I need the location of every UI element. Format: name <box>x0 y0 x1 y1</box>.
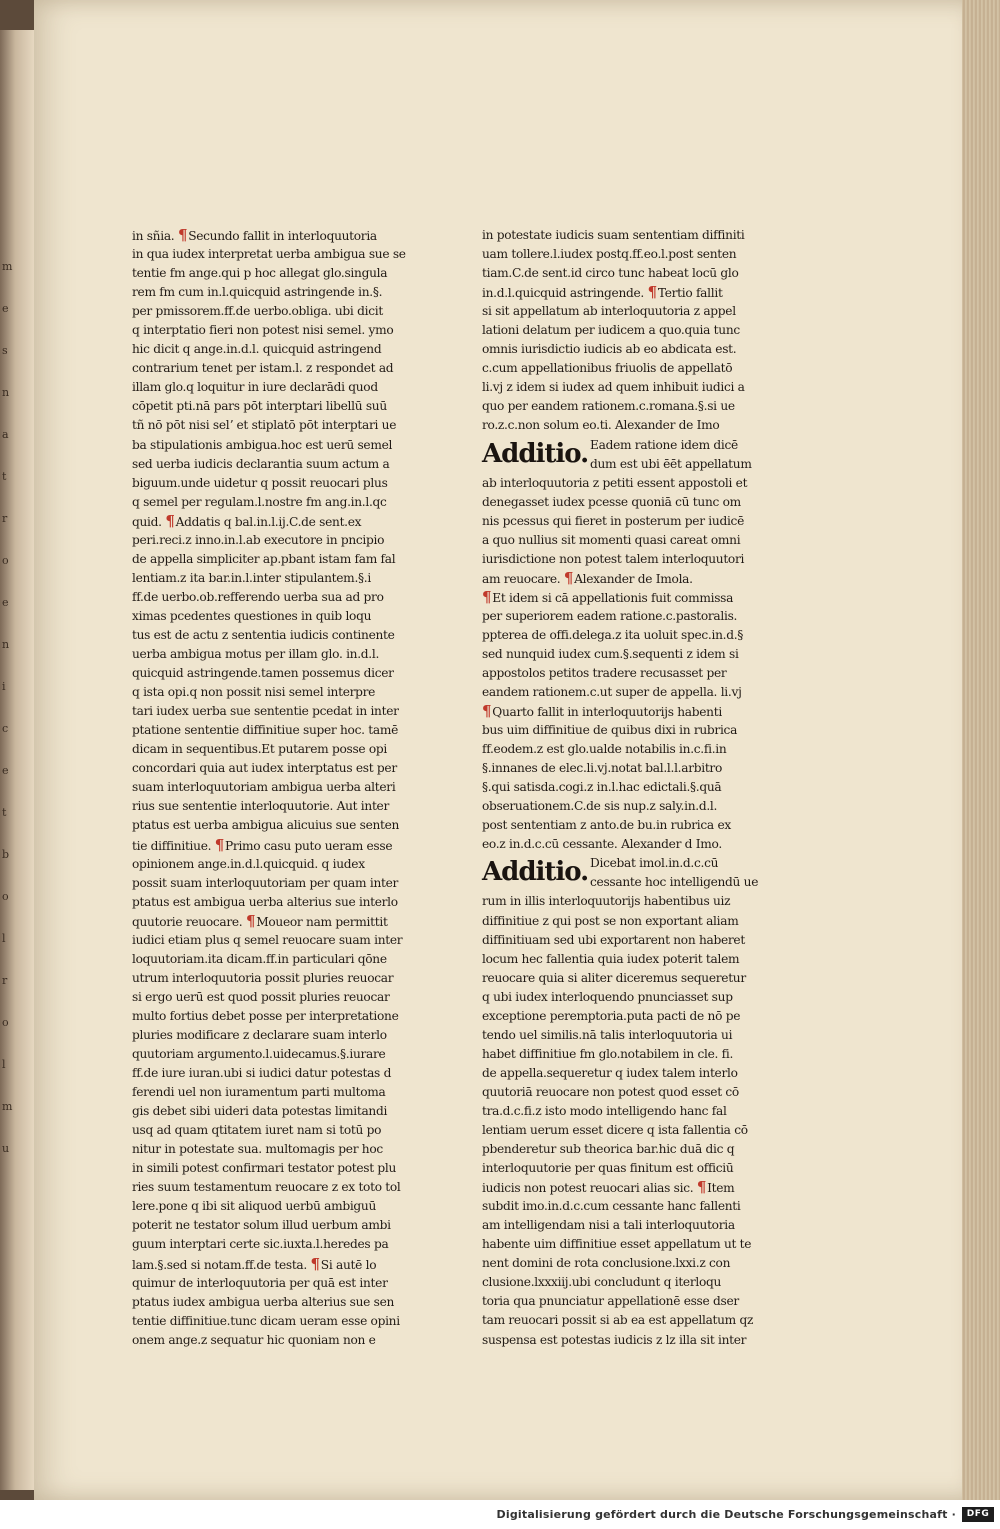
text-line: utrum interloquutoria possit pluries reuocar <box>132 970 394 985</box>
addition-line: Eadem ratione idem dicē <box>590 437 738 452</box>
text-segment: Addatis q bal.in.l.ij.C.de sent.ex <box>175 514 362 529</box>
text-column-left <box>132 226 406 1350</box>
text-segment: Primo casu puto ueram esse <box>225 838 393 853</box>
text-line: habente uim diffinitiue esset appellatum ut te <box>482 1237 752 1252</box>
text-line: post sententiam z anto.de bu.in rubrica ex <box>482 818 731 833</box>
text-line: usq ad quam qtitatem iuret nam si totū po <box>132 1123 382 1138</box>
spine-glyph: t <box>2 470 7 483</box>
spine-glyph: a <box>2 428 9 441</box>
text-line: q ista opi.q non possit nisi semel interpre <box>132 685 376 700</box>
text-line: q interptatio fieri non potest nisi semel. ymo <box>132 323 394 338</box>
text-line: a quo nullius sit momenti quasi careat omni <box>482 532 741 547</box>
rubric-pilcrow-icon: ¶ <box>165 511 175 530</box>
text-line <box>482 283 740 302</box>
addition-word: Additio. <box>482 438 589 469</box>
text-line: suam interloquutoriam ambigua uerba alteri <box>132 780 396 795</box>
text-segment: lam.§.sed si notam.ff.de testa. <box>132 1257 311 1272</box>
text-line: ba stipulationis ambigua.hoc est uerū semel <box>132 437 393 452</box>
text-line: li.vj z idem si iudex ad quem inhibuit iudici a <box>482 380 745 395</box>
text-line: exceptione peremptoria.puta pacti de nō pe <box>482 1008 741 1023</box>
text-segment: Quarto fallit in interloquutorijs habenti <box>492 705 722 720</box>
text-line: tentie diffinitiue.tunc dicam ueram esse opini <box>132 1313 400 1328</box>
text-line: rem fm cum in.l.quicquid astringende in.§. <box>132 285 383 300</box>
text-segment: Et idem si cā appellationis fuit commissa <box>492 590 734 605</box>
text-line: in simili potest confirmari testator potest plu <box>132 1161 397 1176</box>
text-line: contrarium tenet per istam.l. z respondet ad <box>132 361 394 376</box>
text-line: locum hec fallentia quia iudex poterit talem <box>482 951 740 966</box>
spine-glyph: b <box>2 848 10 861</box>
text-line: habet diffinitiue fm glo.notabilem in cle. fi. <box>482 1046 734 1061</box>
spine-glyph: r <box>2 512 8 525</box>
text-segment: in sñia. <box>132 229 178 243</box>
text-line <box>482 1178 740 1197</box>
text-line: quimur de interloquutoria per quā est inter <box>132 1275 388 1290</box>
text-line <box>132 835 393 855</box>
text-line: ff.de iure iuran.ubi si iudici datur potestas d <box>132 1066 392 1081</box>
text-line <box>132 226 387 245</box>
addition-heading <box>482 436 752 474</box>
text-line: nent domini de rota conclusione.lxxi.z con <box>482 1256 731 1271</box>
footer-bar <box>0 1500 1000 1529</box>
spine-glyph: o <box>2 890 9 903</box>
dfg-logo-icon: DFG <box>962 1507 994 1522</box>
spine-glyph: l <box>2 932 6 945</box>
text-line: ries suum testamentum reuocare z ex toto tol <box>132 1180 401 1195</box>
text-line: toria qua pnunciatur appellationē esse dser <box>482 1294 739 1309</box>
text-line: in potestate iudicis suam sententiam diffiniti <box>482 228 745 242</box>
text-segment: quutorie reuocare. <box>132 914 246 929</box>
text-line: ff.eodem.z est glo.ualde notabilis in.c.fi.in <box>482 742 727 757</box>
addition-heading <box>482 854 759 892</box>
text-line: ptatus iudex ambigua uerba alterius sue sen <box>132 1294 395 1309</box>
text-line: ff.de uerbo.ob.refferendo uerba sua ad pro <box>132 589 384 604</box>
text-line: suspensa est potestas iudicis z lz illa sit inter <box>482 1332 747 1347</box>
text-line: peri.reci.z inno.in.l.ab executore in pncipio <box>132 532 385 547</box>
text-line: multo fortius debet posse per interpretatione <box>132 1008 399 1023</box>
text-segment: Alexander de Imola. <box>574 571 693 586</box>
text-line: quutoriam argumento.l.uidecamus.§.iurare <box>132 1047 386 1062</box>
addition-line: Dicebat imol.in.d.c.cū <box>590 856 719 871</box>
text-line: onem ange.z sequatur hic quoniam non e <box>132 1332 376 1347</box>
spine-glyph: u <box>2 1142 10 1155</box>
text-line: ptatione sententie diffinitiue super hoc. tamē <box>132 723 399 738</box>
addition-line: dum est ubi ēēt appellatum <box>590 456 752 471</box>
text-line: sed uerba iudicis declarantia suum actum a <box>132 456 390 471</box>
text-segment: Tertio fallit <box>657 286 723 301</box>
text-line: dicam in sequentibus.Et putarem posse opi <box>132 742 388 757</box>
text-line: diffinitiuam sed ubi exportarent non haberet <box>482 932 745 947</box>
text-line: rum in illis interloquutorijs habentibus uiz <box>482 894 731 909</box>
text-line: ab interloquutoria z petiti essent appostoli et <box>482 475 748 490</box>
text-line: sed nunquid iudex cum.§.sequenti z idem si <box>482 646 739 661</box>
text-line: hic dicit q ange.in.d.l. quicquid astringend <box>132 342 382 357</box>
text-line: concordari quia aut iudex interptatus est per <box>132 761 397 776</box>
text-line: §.qui satisda.cogi.z in.l.hac edictali.§.quā <box>482 780 722 795</box>
text-line <box>132 512 387 531</box>
addition-word: Additio. <box>482 857 589 888</box>
text-line: si ergo uerū est quod possit pluries reuocar <box>132 989 390 1004</box>
spine-glyph: i <box>2 680 6 693</box>
rubric-pilcrow-icon: ¶ <box>696 1178 707 1197</box>
spine-glyph: e <box>2 596 9 609</box>
spine-glyph: t <box>2 806 7 819</box>
text-line: in qua iudex interpretat uerba ambigua sue se <box>132 247 406 262</box>
text-line: am intelligendam nisi a tali interloquutoria <box>482 1218 735 1233</box>
text-line: appostolos petitos tradere recusasset per <box>482 665 727 680</box>
text-line: interloquutorie per quas finitum est officiū <box>482 1161 734 1176</box>
text-line: illam glo.q loquitur in iure declarādi quod <box>132 380 378 395</box>
text-line: lentiam uerum esset dicere q ista fallentia cō <box>482 1123 748 1138</box>
text-segment: in.d.l.quicquid astringende. <box>482 286 648 301</box>
text-line: ptatus est ambigua uerba alterius sue interlo <box>132 894 398 909</box>
text-line: tari iudex uerba sue sententie pcedat in inter <box>132 704 399 719</box>
text-line: quutoriā reuocare non potest quod esset cō <box>482 1084 739 1099</box>
text-line: uam tollere.l.iudex postq.ff.eo.l.post senten <box>482 247 737 262</box>
text-line: §.innanes de elec.li.vj.notat bal.l.l.arbitro <box>482 761 722 776</box>
text-line: c.cum appellationibus friuolis de appellatō <box>482 361 733 376</box>
rubric-pilcrow-icon: ¶ <box>214 835 225 854</box>
spine-glyph: n <box>2 638 10 651</box>
text-segment: am reuocare. <box>482 571 564 586</box>
text-line: possit suam interloquutoriam per quam inter <box>132 875 399 890</box>
text-line: ferendi uel non iuramentum parti multoma <box>132 1085 386 1100</box>
spine-glyph: n <box>2 386 10 399</box>
text-line: nis pcessus qui fieret in posterum per iudicē <box>482 513 744 528</box>
text-line: diffinitiue z qui post se non exportant aliam <box>482 913 739 928</box>
text-segment: Moueor nam permittit <box>256 914 388 929</box>
text-line: iurisdictione non potest talem interloquutori <box>482 551 745 566</box>
text-line: q semel per regulam.l.nostre fm ang.in.l.qc <box>132 494 387 509</box>
text-line: tiam.C.de sent.id circo tunc habeat locū glo <box>482 266 739 281</box>
text-line: gis debet sibi uideri data potestas limitandi <box>132 1104 388 1119</box>
text-line: per pmissorem.ff.de uerbo.obliga. ubi dicit <box>132 304 383 319</box>
text-line: q ubi iudex interloquendo pnunciasset sup <box>482 989 733 1004</box>
text-line: de appella.sequeretur q iudex talem interlo <box>482 1065 738 1080</box>
rubric-pilcrow-icon: ¶ <box>177 226 188 244</box>
text-line: uerba ambigua motus per illam glo. in.d.l. <box>132 647 380 662</box>
text-line <box>482 588 740 607</box>
text-segment: iudicis non potest reuocari alias sic. <box>482 1181 697 1196</box>
facing-page-edge <box>0 30 35 1490</box>
text-line <box>482 702 740 721</box>
text-segment: Si autē lo <box>320 1257 377 1272</box>
text-line: biguum.unde uidetur q possit reuocari plus <box>132 475 388 490</box>
text-line: ppterea de offi.delega.z ita uoluit spec.in.d.§ <box>482 627 744 642</box>
text-column-right <box>482 226 759 1350</box>
text-line: clusione.lxxxiij.ubi concludunt q iterloqu <box>482 1275 722 1290</box>
page-edge-stack <box>962 0 1000 1500</box>
text-line: ximas pcedentes questiones in quib loqu <box>132 608 372 623</box>
spine-glyph: s <box>2 344 8 357</box>
spine-glyph: o <box>2 1016 9 1029</box>
rubric-pilcrow-icon: ¶ <box>482 702 492 721</box>
text-line: cōpetit pti.nā pars pōt interptari libellū suū <box>132 399 387 414</box>
text-line: tus est de actu z sententia iudicis continente <box>132 627 395 642</box>
spine-glyph: c <box>2 722 9 735</box>
text-line: poterit ne testator solum illud uerbum ambi <box>132 1218 391 1233</box>
text-line: si sit appellatum ab interloquutoria z appel <box>482 304 736 319</box>
spine-glyph: e <box>2 764 9 777</box>
text-line: pbenderetur sub theorica bar.hic duā dic q <box>482 1142 735 1157</box>
rubric-pilcrow-icon: ¶ <box>310 1254 320 1273</box>
text-line: denegasset iudex pcesse quoniā cū tunc om <box>482 494 741 509</box>
text-segment: Secundo fallit in interloquutoria <box>188 229 377 243</box>
addition-line: cessante hoc intelligendū ue <box>590 875 759 890</box>
spine-glyph: m <box>2 1100 13 1113</box>
text-line: opinionem ange.in.d.l.quicquid. q iudex <box>132 856 365 871</box>
text-line: tendo uel similis.nā talis interloquutoria ui <box>482 1027 733 1042</box>
rubric-pilcrow-icon: ¶ <box>245 911 256 930</box>
text-segment: tie diffinitiue. <box>132 838 215 853</box>
text-line: guum interptari certe sic.iuxta.l.heredes pa <box>132 1237 389 1252</box>
text-line <box>482 569 740 588</box>
text-line: lere.pone q ibi sit aliquod uerbū ambiguū <box>132 1199 377 1214</box>
text-line: rius sue sententie interloquutorie. Aut inter <box>132 799 389 814</box>
text-line: pluries modificare z declarare suam interlo <box>132 1027 387 1042</box>
text-line: iudici etiam plus q semel reuocare suam inter <box>132 932 403 947</box>
text-line <box>132 912 387 931</box>
text-line: reuocare quia si aliter diceremus sequeretur <box>482 970 746 985</box>
text-segment: quid. <box>132 514 166 529</box>
text-line <box>132 1255 387 1274</box>
text-line: tñ nō pōt nisi selʼ et stiplatō pōt interptari ue <box>132 418 397 433</box>
text-line: de appella simpliciter ap.pbant istam fam fal <box>132 551 396 566</box>
text-line: quo per eandem rationem.c.romana.§.si ue <box>482 399 735 414</box>
text-line: eandem rationem.c.ut super de appella. li.vj <box>482 685 742 700</box>
spine-glyph: e <box>2 302 9 315</box>
spine-glyph: m <box>2 260 13 273</box>
text-line: lationi delatum per iudicem a quo.quia tunc <box>482 323 740 338</box>
spine-glyph: l <box>2 1058 6 1071</box>
rubric-pilcrow-icon: ¶ <box>647 283 657 302</box>
text-segment: Item <box>707 1181 735 1196</box>
text-line: ro.z.c.non solum eo.ti. Alexander de Imo <box>482 418 720 433</box>
text-line: per superiorem eadem ratione.c.pastoralis. <box>482 608 738 623</box>
text-line: tam reuocari possit si ab ea est appellatum qz <box>482 1313 754 1328</box>
text-line: loquutoriam.ita dicam.ff.in particulari qōne <box>132 951 387 966</box>
spine-glyph: o <box>2 554 9 567</box>
funding-credit: Digitalisierung gefördert durch die Deutsche Forschungsgemeinschaft · <box>496 1508 956 1521</box>
text-line: obseruationem.C.de sis nup.z saly.in.d.l. <box>482 799 718 814</box>
spine-glyph: r <box>2 974 8 987</box>
text-line: tra.d.c.fi.z isto modo intelligendo hanc fal <box>482 1103 727 1118</box>
text-line: quicquid astringende.tamen possemus dicer <box>132 666 394 681</box>
text-line: omnis iurisdictio iudicis ab eo abdicata est. <box>482 342 737 357</box>
text-line: bus uim diffinitiue de quibus dixi in rubrica <box>482 723 738 738</box>
text-line: nitur in potestate sua. multomagis per hoc <box>132 1142 383 1157</box>
text-line: subdit imo.in.d.c.cum cessante hanc fallenti <box>482 1199 741 1214</box>
rubric-pilcrow-icon: ¶ <box>563 568 574 587</box>
rubric-pilcrow-icon: ¶ <box>482 587 492 606</box>
text-line: tentie fm ange.qui p hoc allegat glo.singula <box>132 266 388 281</box>
text-line: lentiam.z ita bar.in.l.inter stipulantem.§.i <box>132 570 371 585</box>
text-line: ptatus est uerba ambigua alicuius sue senten <box>132 818 400 833</box>
text-line: eo.z in.d.c.cū cessante. Alexander d Imo. <box>482 837 722 852</box>
